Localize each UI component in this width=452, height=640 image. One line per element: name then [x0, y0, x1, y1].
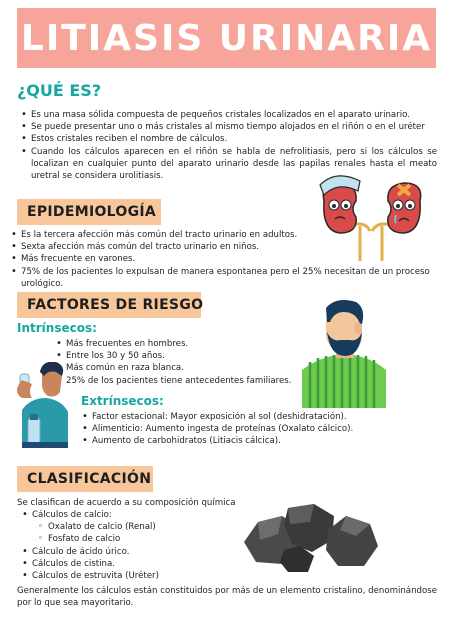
factores-heading: FACTORES DE RIESGO: [27, 297, 204, 313]
list-item: • Es una masa sólida compuesta de pequeños cristales localizados en el aparato urinario.: [21, 109, 437, 121]
clasificacion-heading: CLASIFICACIÓN: [27, 471, 152, 487]
epidemiologia-heading: EPIDEMIOLOGÍA: [27, 204, 157, 220]
list-item: • Más común en raza blanca.: [56, 362, 306, 374]
list-item: • Estos cristales reciben el nombre de cálculos.: [21, 133, 437, 145]
intrinsecos-list: [56, 338, 306, 387]
calcio-label: Cálculos de calcio:: [32, 510, 112, 520]
epidemiologia-list: [11, 229, 448, 290]
list-item: [22, 509, 242, 546]
clasificacion-footer: Generalmente los cálculos están constituidos por más de un elemento cristalino, denominándose por lo que sea mayoritario.: [17, 586, 437, 609]
list-item: • Cuando los cálculos aparecen en el riñón se habla de nefrolitiasis, pero si los cálculos se localizan en cualquier punto del aparato urinario desde las papilas renales hasta el meato uretral se considera urolitiasis.: [21, 146, 437, 183]
list-item: • Sexta afección más común del tracto urinario en niños.: [11, 241, 448, 253]
list-item: • Factor estacional: Mayor exposición al sol (deshidratación).: [82, 411, 382, 423]
list-item: • Alimenticio: Aumento ingesta de proteínas (Oxalato cálcico).: [82, 423, 382, 435]
list-item: ◦ Fosfato de calcio: [38, 533, 242, 545]
page-title: LITIASIS URINARIA: [20, 18, 433, 59]
list-item: • 75% de los pacientes lo expulsan de manera espontanea pero el 25% necesitan de un proceso urológico.: [11, 266, 448, 290]
extrinsecos-list: [82, 411, 382, 448]
list-item: • Cálculos de cistina.: [22, 558, 242, 570]
intrinsecos-heading: Intrínsecos:: [17, 321, 97, 335]
list-item: • Cálculos de estruvita (Uréter): [22, 570, 242, 582]
list-item: • Entre los 30 y 50 años.: [56, 350, 306, 362]
list-item: • 25% de los pacientes tiene antecedentes familiares.: [56, 375, 306, 387]
man-drinking-water-illustration: [2, 362, 82, 448]
bearded-man-illustration: [300, 298, 390, 408]
list-item: • Aumento de carbohidratos (Litiacis cálcica).: [82, 435, 382, 447]
clasificacion-list: [22, 509, 242, 582]
extrinsecos-heading: Extrínsecos:: [81, 394, 164, 408]
list-item: • Es la tercera afección más común del tracto urinario en adultos.: [11, 229, 448, 241]
que-es-heading: ¿QUÉ ES?: [17, 81, 102, 100]
list-item: ◦ Oxalato de calcio (Renal): [38, 521, 242, 533]
clasificacion-intro: Se clasifican de acuerdo a su composición química: [17, 498, 236, 508]
calcio-sublist: [32, 521, 242, 545]
list-item: • Más frecuentes en hombres.: [56, 338, 306, 350]
kidney-stones-illustration: [238, 500, 384, 576]
list-item: • Más frecuente en varones.: [11, 253, 448, 265]
list-item: • Cálculo de ácido úrico.: [22, 546, 242, 558]
list-item: • Se puede presentar uno o más cristales al mismo tiempo alojados en el riñón o en el uréter: [21, 121, 437, 133]
